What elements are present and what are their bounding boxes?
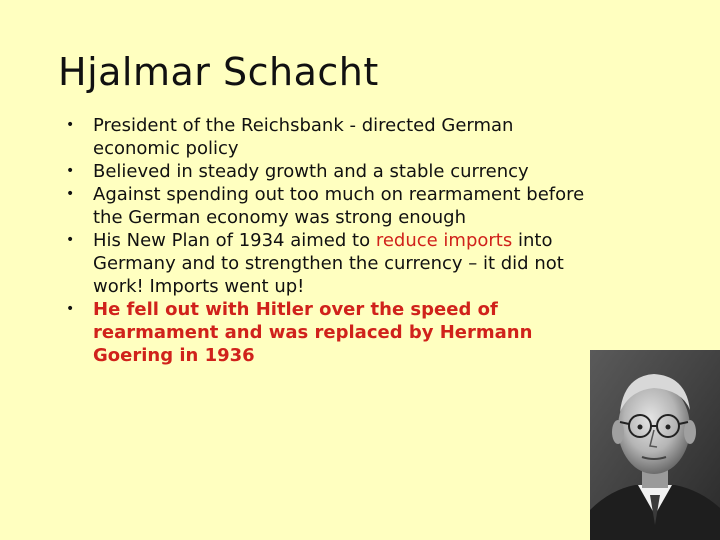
bullet-dot: • — [66, 163, 75, 179]
bullet-dot: • — [66, 232, 75, 248]
bullet-item — [66, 160, 596, 183]
bullet-text-pre: His New Plan of 1934 aimed to — [93, 230, 376, 251]
bullet-item — [66, 229, 596, 298]
portrait-photo-icon — [590, 350, 720, 540]
slide-title: Hjalmar Schacht — [58, 50, 379, 94]
bullet-item — [66, 114, 596, 160]
bullet-text: Believed in steady growth and a stable currency — [93, 161, 529, 182]
bullet-dot: • — [66, 186, 75, 202]
bullet-item — [66, 298, 596, 367]
bullet-text: President of the Reichsbank - directed German economic policy — [93, 115, 514, 159]
bullet-highlight: reduce imports — [375, 230, 513, 251]
bullet-dot: • — [66, 117, 75, 133]
bullet-text-post: into Germany and to strengthen the currency – it did not work! Imports went up! — [93, 230, 564, 297]
bullet-text-bold: He fell out with Hitler over the speed of rearmament and was replaced by Hermann Goering in 1936 — [93, 299, 533, 366]
portrait-photo — [590, 350, 720, 540]
bullet-list — [66, 114, 596, 367]
bullet-item — [66, 183, 596, 229]
bullet-dot: • — [66, 301, 75, 317]
bullet-text: Against spending out too much on rearmament before the German economy was strong enough — [93, 184, 585, 228]
